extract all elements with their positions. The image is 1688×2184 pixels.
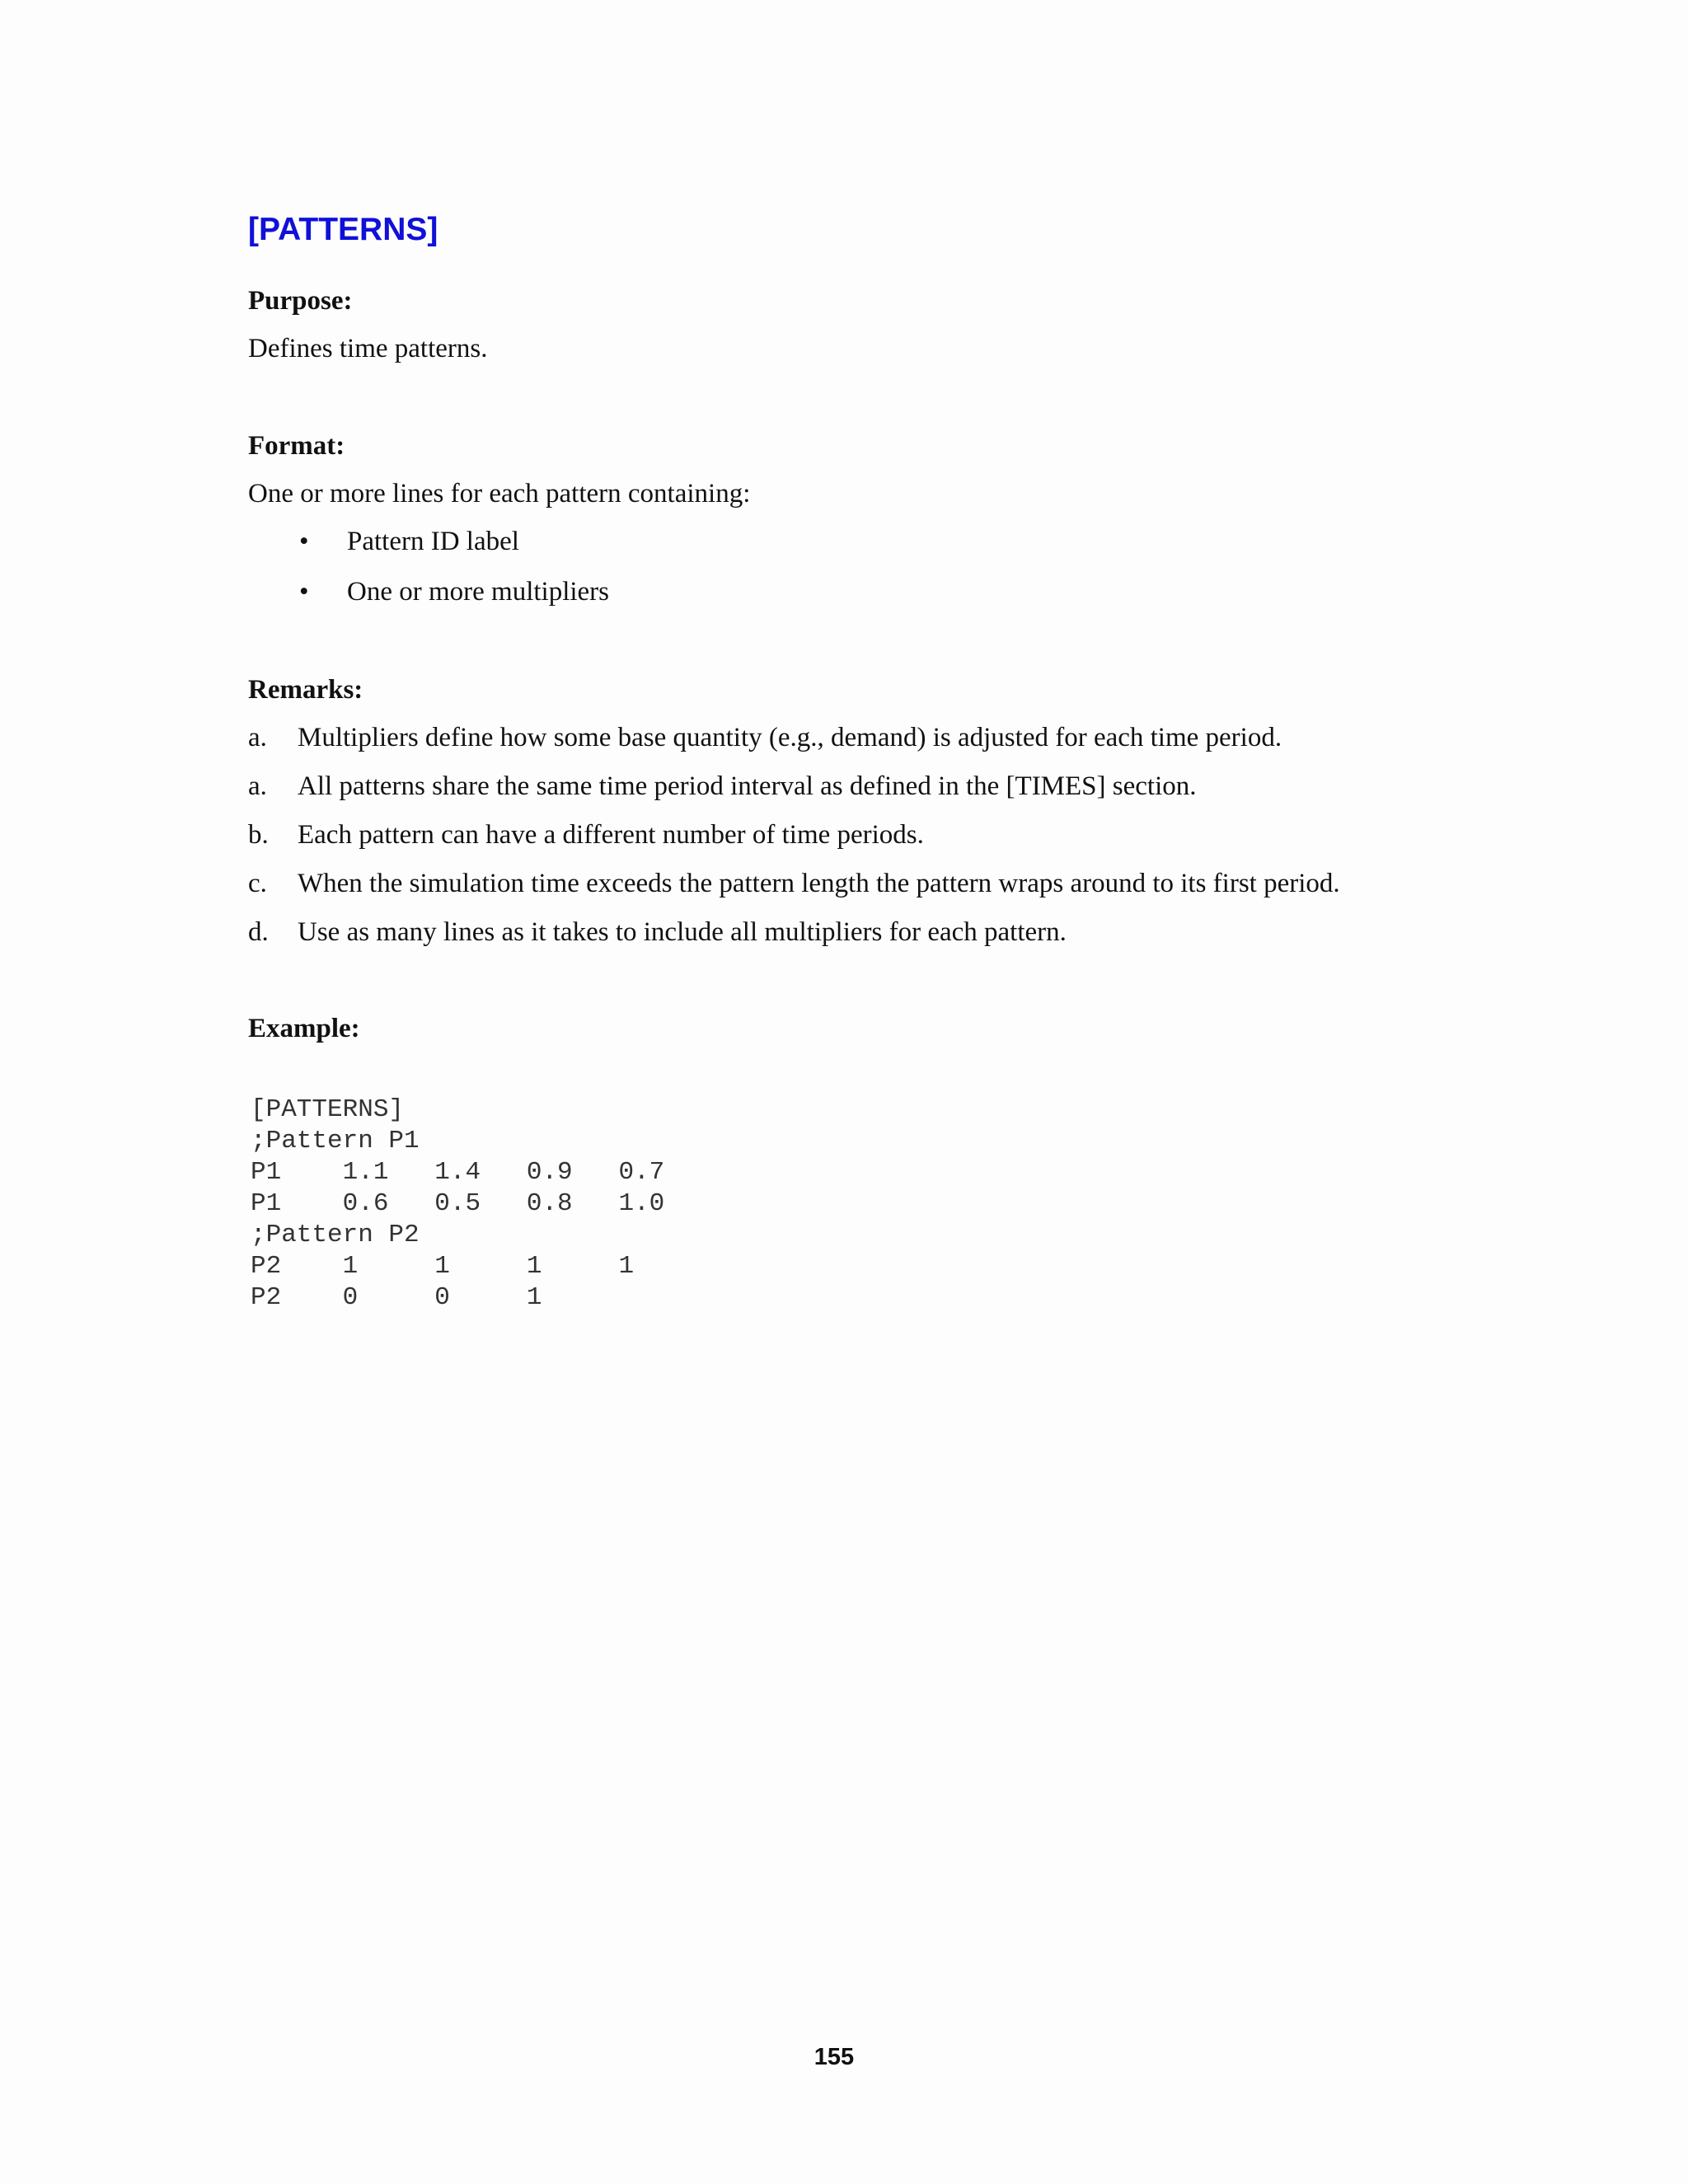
bullet-icon: • xyxy=(299,527,309,556)
remark-letter: d. xyxy=(248,917,269,947)
purpose-text: Defines time patterns. xyxy=(248,334,488,363)
code-line: ;Pattern P1 xyxy=(251,1127,420,1155)
remark-text: All patterns share the same time period interval as defined in the [TIMES] section. xyxy=(298,771,1197,801)
remark-text: Use as many lines as it takes to include all multipliers for each pattern. xyxy=(298,917,1067,947)
section-title: [PATTERNS] xyxy=(248,212,438,247)
example-code-block xyxy=(251,1094,664,1314)
remark-text: When the simulation time exceeds the pattern length the pattern wraps around to its first period. xyxy=(298,869,1340,898)
bullet-text: One or more multipliers xyxy=(347,577,610,607)
example-heading: Example: xyxy=(248,1014,360,1043)
page-number: 155 xyxy=(814,2044,855,2070)
code-line: ;Pattern P2 xyxy=(251,1221,420,1249)
remark-text: Multipliers define how some base quantity (e.g., demand) is adjusted for each time period. xyxy=(298,723,1282,752)
remark-letter: a. xyxy=(248,723,267,752)
code-line: P2 0 0 1 xyxy=(251,1283,542,1312)
code-line: [PATTERNS] xyxy=(251,1095,405,1124)
code-line: P2 1 1 1 1 xyxy=(251,1252,635,1281)
remarks-heading: Remarks: xyxy=(248,675,363,705)
remark-text: Each pattern can have a different number of time periods. xyxy=(298,820,924,850)
remark-letter: b. xyxy=(248,820,269,850)
code-line: P1 1.1 1.4 0.9 0.7 xyxy=(251,1158,665,1187)
format-intro: One or more lines for each pattern containing: xyxy=(248,479,751,509)
purpose-heading: Purpose: xyxy=(248,286,353,316)
remark-letter: c. xyxy=(248,869,267,898)
format-heading: Format: xyxy=(248,431,345,461)
bullet-text: Pattern ID label xyxy=(347,527,519,556)
code-line: P1 0.6 0.5 0.8 1.0 xyxy=(251,1189,665,1218)
remark-letter: a. xyxy=(248,771,267,801)
bullet-icon: • xyxy=(299,577,309,607)
